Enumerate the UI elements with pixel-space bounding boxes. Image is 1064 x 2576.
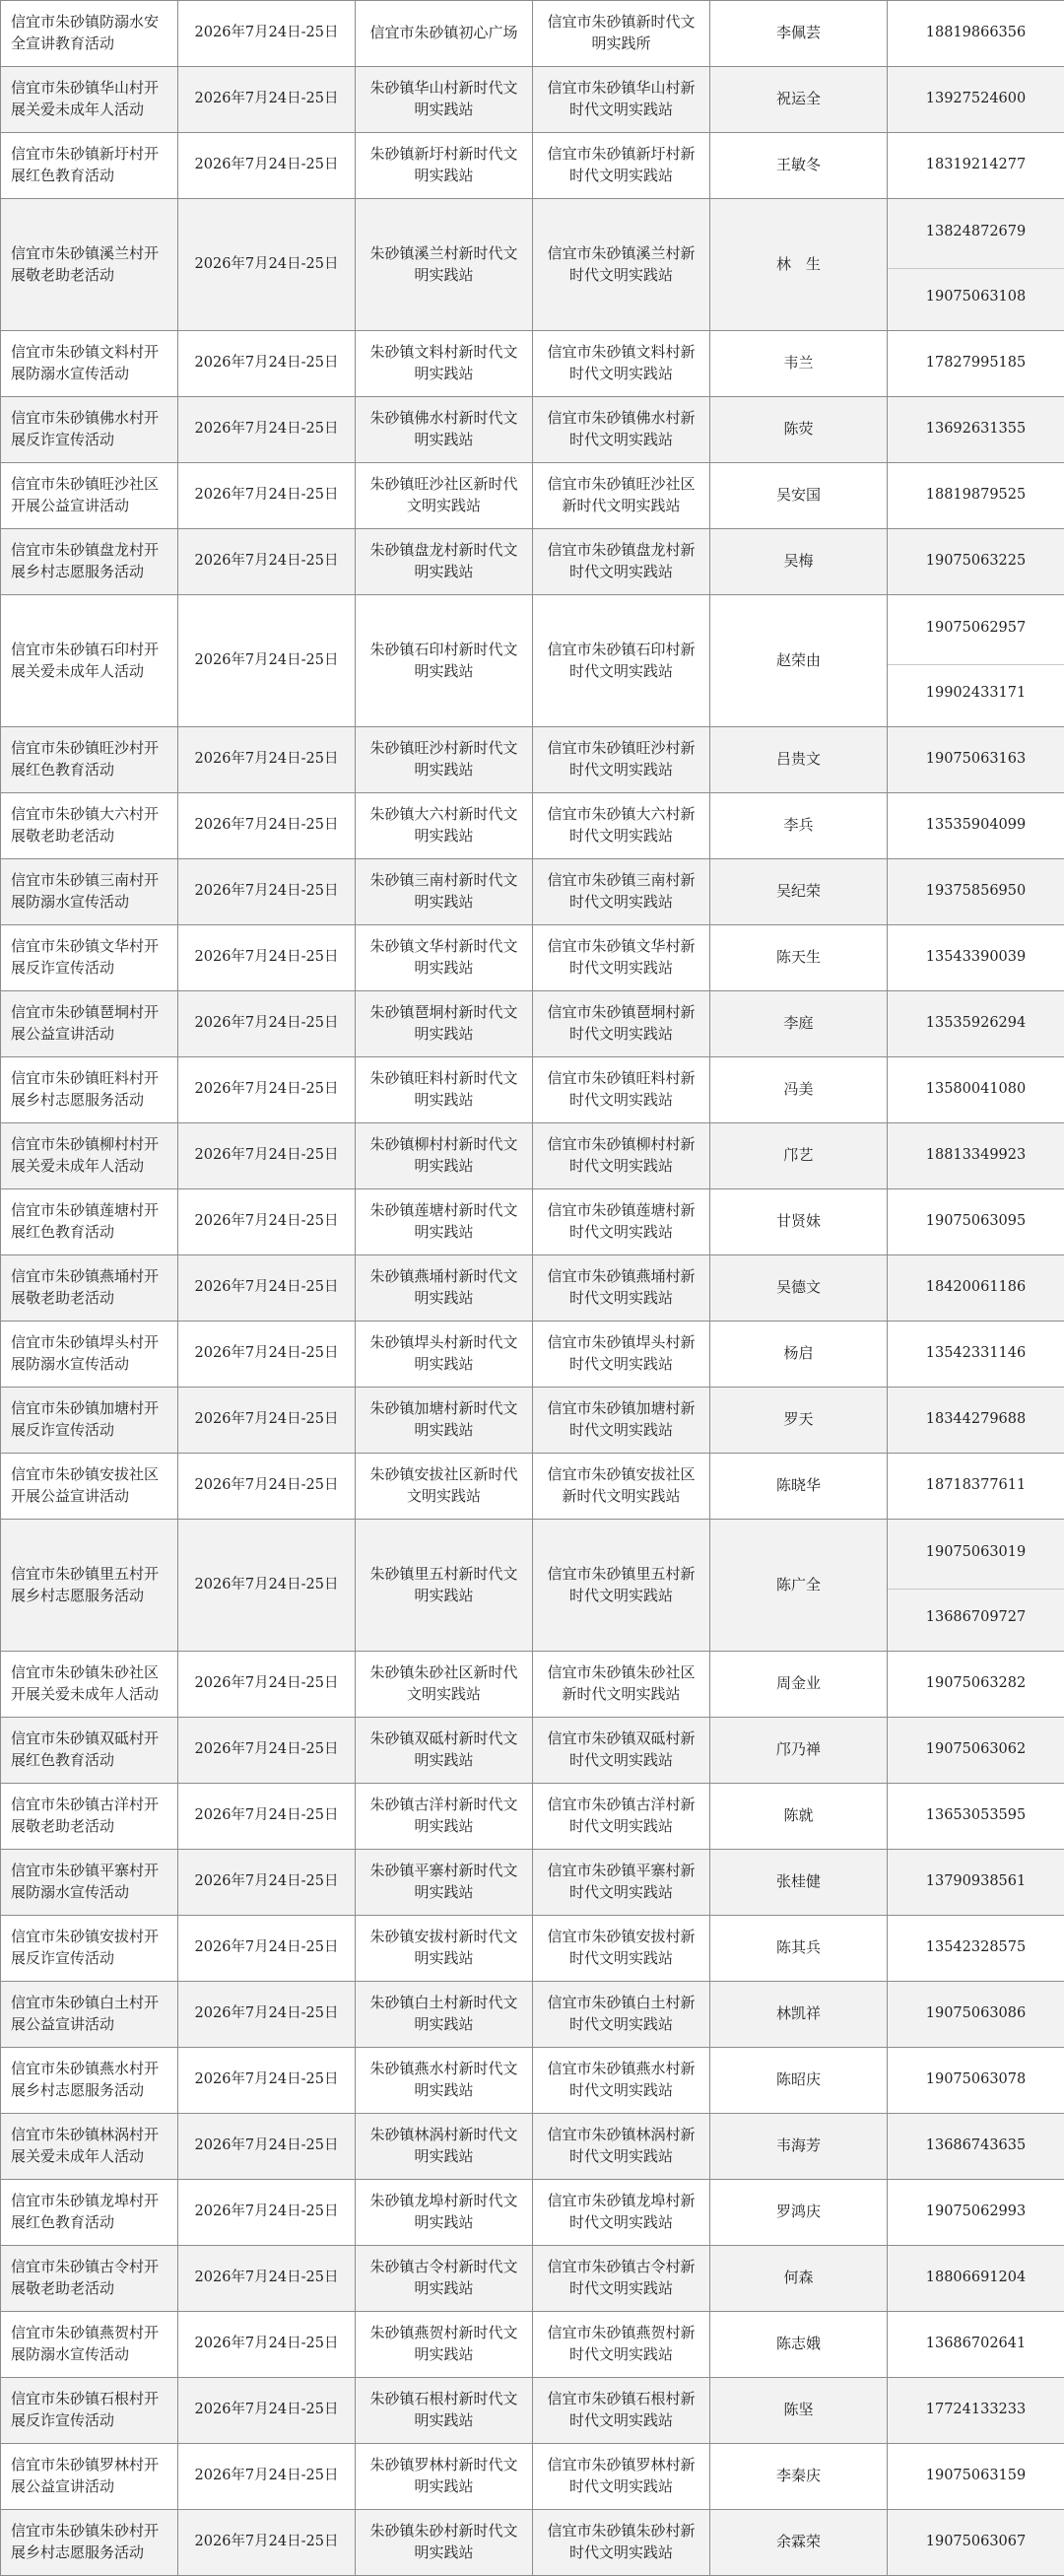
contact-cell: 罗鸿庆 (710, 2180, 888, 2246)
table-row (1, 199, 1064, 331)
unit-cell: 信宜市朱砂镇莲塘村新时代文明实践站 (533, 1189, 710, 1255)
organizer-cell: 信宜市朱砂镇白土村开展公益宣讲活动 (1, 1982, 178, 2048)
table-row (1, 925, 1064, 991)
table-row (1, 1520, 1064, 1652)
table-row (1, 331, 1064, 397)
date-cell: 2026年7月24日-25日 (178, 1718, 356, 1784)
date-cell: 2026年7月24日-25日 (178, 1784, 356, 1850)
contact-cell: 周金业 (710, 1652, 888, 1718)
location-cell: 朱砂镇文料村新时代文明实践站 (356, 331, 533, 397)
unit-cell: 信宜市朱砂镇燕埇村新时代文明实践站 (533, 1255, 710, 1322)
phone-number: 18319214277 (888, 155, 1064, 175)
unit-cell: 信宜市朱砂镇白土村新时代文明实践站 (533, 1982, 710, 2048)
contact-cell: 李佩芸 (710, 1, 888, 67)
contact-cell: 韦海芳 (710, 2114, 888, 2180)
contact-cell: 李秦庆 (710, 2444, 888, 2510)
table-row (1, 1388, 1064, 1454)
location-cell: 信宜市朱砂镇初心广场 (356, 1, 533, 67)
phone-number: 18718377611 (888, 1475, 1064, 1496)
phone-cell (888, 1982, 1064, 2048)
phone-cell (888, 133, 1064, 199)
table-row (1, 1652, 1064, 1718)
date-cell: 2026年7月24日-25日 (178, 529, 356, 595)
contact-cell: 林凯祥 (710, 1982, 888, 2048)
date-cell: 2026年7月24日-25日 (178, 2378, 356, 2444)
phone-number: 19075063225 (888, 551, 1064, 572)
contact-cell: 邝艺 (710, 1123, 888, 1189)
location-cell: 朱砂镇新圩村新时代文明实践站 (356, 133, 533, 199)
location-cell: 朱砂镇石印村新时代文明实践站 (356, 595, 533, 727)
unit-cell: 信宜市朱砂镇新时代文明实践所 (533, 1, 710, 67)
unit-cell: 信宜市朱砂镇旺料村新时代文明实践站 (533, 1057, 710, 1123)
date-cell: 2026年7月24日-25日 (178, 1057, 356, 1123)
unit-cell: 信宜市朱砂镇古令村新时代文明实践站 (533, 2246, 710, 2312)
organizer-cell: 信宜市朱砂镇琶垌村开展公益宣讲活动 (1, 991, 178, 1057)
contact-cell: 李庭 (710, 991, 888, 1057)
contact-cell: 陈坚 (710, 2378, 888, 2444)
phone-number: 13927524600 (888, 89, 1064, 109)
unit-cell: 信宜市朱砂镇罗林村新时代文明实践站 (533, 2444, 710, 2510)
organizer-cell: 信宜市朱砂镇罗林村开展公益宣讲活动 (1, 2444, 178, 2510)
location-cell: 朱砂镇旺料村新时代文明实践站 (356, 1057, 533, 1123)
date-cell: 2026年7月24日-25日 (178, 2048, 356, 2114)
phone-cell (888, 793, 1064, 859)
contact-cell: 杨启 (710, 1322, 888, 1388)
date-cell: 2026年7月24日-25日 (178, 397, 356, 463)
table-row (1, 1, 1064, 67)
location-cell: 朱砂镇盘龙村新时代文明实践站 (356, 529, 533, 595)
phone-number: 19075062993 (888, 2202, 1064, 2222)
organizer-cell: 信宜市朱砂镇龙埠村开展红色教育活动 (1, 2180, 178, 2246)
contact-cell: 邝乃禅 (710, 1718, 888, 1784)
phone-number: 19075063067 (888, 2532, 1064, 2552)
date-cell: 2026年7月24日-25日 (178, 2444, 356, 2510)
table-row (1, 1850, 1064, 1916)
location-cell: 朱砂镇古洋村新时代文明实践站 (356, 1784, 533, 1850)
date-cell: 2026年7月24日-25日 (178, 1652, 356, 1718)
location-cell: 朱砂镇三南村新时代文明实践站 (356, 859, 533, 925)
phone-cell (888, 331, 1064, 397)
unit-cell: 信宜市朱砂镇燕贺村新时代文明实践站 (533, 2312, 710, 2378)
phone-number: 17724133233 (888, 2400, 1064, 2420)
organizer-cell: 信宜市朱砂镇盘龙村开展乡村志愿服务活动 (1, 529, 178, 595)
table-row (1, 1982, 1064, 2048)
organizer-cell: 信宜市朱砂镇朱砂村开展乡村志愿服务活动 (1, 2510, 178, 2576)
table-row (1, 1189, 1064, 1255)
organizer-cell: 信宜市朱砂镇防溺水安全宣讲教育活动 (1, 1, 178, 67)
organizer-cell: 信宜市朱砂镇平寨村开展防溺水宣传活动 (1, 1850, 178, 1916)
phone-cell (888, 2114, 1064, 2180)
date-cell: 2026年7月24日-25日 (178, 67, 356, 133)
date-cell: 2026年7月24日-25日 (178, 1850, 356, 1916)
location-cell: 朱砂镇朱砂社区新时代文明实践站 (356, 1652, 533, 1718)
contact-cell: 祝运全 (710, 67, 888, 133)
organizer-cell: 信宜市朱砂镇旺料村开展乡村志愿服务活动 (1, 1057, 178, 1123)
contact-cell: 吴梅 (710, 529, 888, 595)
organizer-cell: 信宜市朱砂镇燕贺村开展防溺水宣传活动 (1, 2312, 178, 2378)
phone-number: 19075063108 (888, 268, 1064, 325)
phone-number: 19075063282 (888, 1673, 1064, 1694)
organizer-cell: 信宜市朱砂镇燕埇村开展敬老助老活动 (1, 1255, 178, 1322)
phone-cell (888, 1057, 1064, 1123)
contact-cell: 陈其兵 (710, 1916, 888, 1982)
unit-cell: 信宜市朱砂镇华山村新时代文明实践站 (533, 67, 710, 133)
phone-cell (888, 1784, 1064, 1850)
table-row (1, 67, 1064, 133)
table-row (1, 1784, 1064, 1850)
table-row (1, 859, 1064, 925)
phone-cell (888, 1, 1064, 67)
organizer-cell: 信宜市朱砂镇安拔社区开展公益宣讲活动 (1, 1454, 178, 1520)
unit-cell: 信宜市朱砂镇石印村新时代文明实践站 (533, 595, 710, 727)
contact-cell: 吴德文 (710, 1255, 888, 1322)
phone-number: 13686709727 (888, 1589, 1064, 1646)
location-cell: 朱砂镇白土村新时代文明实践站 (356, 1982, 533, 2048)
phone-cell (888, 1123, 1064, 1189)
date-cell: 2026年7月24日-25日 (178, 2510, 356, 2576)
table-row (1, 133, 1064, 199)
location-cell: 朱砂镇文华村新时代文明实践站 (356, 925, 533, 991)
unit-cell: 信宜市朱砂镇柳村村新时代文明实践站 (533, 1123, 710, 1189)
date-cell: 2026年7月24日-25日 (178, 859, 356, 925)
phone-number: 18819879525 (888, 485, 1064, 506)
contact-cell: 吴纪荣 (710, 859, 888, 925)
table-row (1, 1454, 1064, 1520)
phone-number: 19902433171 (888, 664, 1064, 721)
contact-cell: 陈昭庆 (710, 2048, 888, 2114)
table-row (1, 529, 1064, 595)
phone-number: 13542331146 (888, 1343, 1064, 1364)
phone-cell (888, 2048, 1064, 2114)
phone-cell (888, 397, 1064, 463)
unit-cell: 信宜市朱砂镇安拔社区新时代文明实践站 (533, 1454, 710, 1520)
unit-cell: 信宜市朱砂镇古洋村新时代文明实践站 (533, 1784, 710, 1850)
table-row (1, 1322, 1064, 1388)
organizer-cell: 信宜市朱砂镇文料村开展防溺水宣传活动 (1, 331, 178, 397)
unit-cell: 信宜市朱砂镇安拔村新时代文明实践站 (533, 1916, 710, 1982)
organizer-cell: 信宜市朱砂镇莲塘村开展红色教育活动 (1, 1189, 178, 1255)
date-cell: 2026年7月24日-25日 (178, 463, 356, 529)
organizer-cell: 信宜市朱砂镇加塘村开展反诈宣传活动 (1, 1388, 178, 1454)
phone-cell (888, 463, 1064, 529)
contact-cell: 赵荣由 (710, 595, 888, 727)
contact-cell: 余霖荣 (710, 2510, 888, 2576)
contact-cell: 陈志娥 (710, 2312, 888, 2378)
phone-cell (888, 595, 1064, 727)
location-cell: 朱砂镇溪兰村新时代文明实践站 (356, 199, 533, 331)
organizer-cell: 信宜市朱砂镇双砥村开展红色教育活动 (1, 1718, 178, 1784)
date-cell: 2026年7月24日-25日 (178, 1520, 356, 1652)
organizer-cell: 信宜市朱砂镇安拔村开展反诈宣传活动 (1, 1916, 178, 1982)
phone-cell (888, 991, 1064, 1057)
phone-number: 17827995185 (888, 353, 1064, 373)
location-cell: 朱砂镇华山村新时代文明实践站 (356, 67, 533, 133)
phone-cell (888, 1652, 1064, 1718)
contact-cell: 吴安国 (710, 463, 888, 529)
table-row (1, 397, 1064, 463)
date-cell: 2026年7月24日-25日 (178, 1123, 356, 1189)
unit-cell: 信宜市朱砂镇林涡村新时代文明实践站 (533, 2114, 710, 2180)
date-cell: 2026年7月24日-25日 (178, 1322, 356, 1388)
location-cell: 朱砂镇石根村新时代文明实践站 (356, 2378, 533, 2444)
organizer-cell: 信宜市朱砂镇古洋村开展敬老助老活动 (1, 1784, 178, 1850)
location-cell: 朱砂镇林涡村新时代文明实践站 (356, 2114, 533, 2180)
date-cell: 2026年7月24日-25日 (178, 133, 356, 199)
location-cell: 朱砂镇朱砂村新时代文明实践站 (356, 2510, 533, 2576)
unit-cell: 信宜市朱砂镇佛水村新时代文明实践站 (533, 397, 710, 463)
unit-cell: 信宜市朱砂镇里五村新时代文明实践站 (533, 1520, 710, 1652)
contact-cell: 甘贤妹 (710, 1189, 888, 1255)
phone-number: 19075063078 (888, 2069, 1064, 2090)
organizer-cell: 信宜市朱砂镇新圩村开展红色教育活动 (1, 133, 178, 199)
phone-number: 18813349923 (888, 1145, 1064, 1166)
organizer-cell: 信宜市朱砂镇垾头村开展防溺水宣传活动 (1, 1322, 178, 1388)
phone-number: 13580041080 (888, 1079, 1064, 1100)
location-cell: 朱砂镇龙埠村新时代文明实践站 (356, 2180, 533, 2246)
date-cell: 2026年7月24日-25日 (178, 793, 356, 859)
date-cell: 2026年7月24日-25日 (178, 2180, 356, 2246)
location-cell: 朱砂镇罗林村新时代文明实践站 (356, 2444, 533, 2510)
phone-cell (888, 1255, 1064, 1322)
table-row (1, 1718, 1064, 1784)
date-cell: 2026年7月24日-25日 (178, 2312, 356, 2378)
contact-cell: 陈晓华 (710, 1454, 888, 1520)
date-cell: 2026年7月24日-25日 (178, 595, 356, 727)
phone-number: 13653053595 (888, 1805, 1064, 1826)
location-cell: 朱砂镇柳村村新时代文明实践站 (356, 1123, 533, 1189)
unit-cell: 信宜市朱砂镇三南村新时代文明实践站 (533, 859, 710, 925)
table-row (1, 1123, 1064, 1189)
phone-cell (888, 1520, 1064, 1652)
contact-cell: 李兵 (710, 793, 888, 859)
table-row (1, 991, 1064, 1057)
location-cell: 朱砂镇双砥村新时代文明实践站 (356, 1718, 533, 1784)
contact-cell: 王敏冬 (710, 133, 888, 199)
unit-cell: 信宜市朱砂镇旺沙社区新时代文明实践站 (533, 463, 710, 529)
location-cell: 朱砂镇大六村新时代文明实践站 (356, 793, 533, 859)
location-cell: 朱砂镇古令村新时代文明实践站 (356, 2246, 533, 2312)
phone-number: 13790938561 (888, 1871, 1064, 1892)
unit-cell: 信宜市朱砂镇龙埠村新时代文明实践站 (533, 2180, 710, 2246)
table-row (1, 2246, 1064, 2312)
table-row (1, 1057, 1064, 1123)
contact-cell: 陈就 (710, 1784, 888, 1850)
contact-cell: 陈天生 (710, 925, 888, 991)
phone-number: 19075063019 (888, 1525, 1064, 1581)
organizer-cell: 信宜市朱砂镇柳村村开展关爱未成年人活动 (1, 1123, 178, 1189)
table-row (1, 595, 1064, 727)
table-row (1, 2510, 1064, 2576)
table-row (1, 2444, 1064, 2510)
unit-cell: 信宜市朱砂镇平寨村新时代文明实践站 (533, 1850, 710, 1916)
table-row (1, 2312, 1064, 2378)
organizer-cell: 信宜市朱砂镇旺沙村开展红色教育活动 (1, 727, 178, 793)
phone-cell (888, 727, 1064, 793)
location-cell: 朱砂镇莲塘村新时代文明实践站 (356, 1189, 533, 1255)
unit-cell: 信宜市朱砂镇文华村新时代文明实践站 (533, 925, 710, 991)
phone-cell (888, 2444, 1064, 2510)
organizer-cell: 信宜市朱砂镇文华村开展反诈宣传活动 (1, 925, 178, 991)
date-cell: 2026年7月24日-25日 (178, 1388, 356, 1454)
organizer-cell: 信宜市朱砂镇朱砂社区开展关爱未成年人活动 (1, 1652, 178, 1718)
unit-cell: 信宜市朱砂镇双砥村新时代文明实践站 (533, 1718, 710, 1784)
date-cell: 2026年7月24日-25日 (178, 1982, 356, 2048)
phone-cell (888, 2246, 1064, 2312)
contact-cell: 何森 (710, 2246, 888, 2312)
phone-number: 13686702641 (888, 2334, 1064, 2354)
organizer-cell: 信宜市朱砂镇古令村开展敬老助老活动 (1, 2246, 178, 2312)
contact-cell: 吕贵文 (710, 727, 888, 793)
phone-number: 13535926294 (888, 1013, 1064, 1034)
unit-cell: 信宜市朱砂镇朱砂村新时代文明实践站 (533, 2510, 710, 2576)
contact-cell: 韦兰 (710, 331, 888, 397)
phone-number: 13686743635 (888, 2135, 1064, 2156)
unit-cell: 信宜市朱砂镇燕水村新时代文明实践站 (533, 2048, 710, 2114)
phone-number: 19375856950 (888, 881, 1064, 902)
contact-cell: 张桂健 (710, 1850, 888, 1916)
phone-number: 19075063163 (888, 749, 1064, 770)
organizer-cell: 信宜市朱砂镇燕水村开展乡村志愿服务活动 (1, 2048, 178, 2114)
organizer-cell: 信宜市朱砂镇里五村开展乡村志愿服务活动 (1, 1520, 178, 1652)
location-cell: 朱砂镇旺沙社区新时代文明实践站 (356, 463, 533, 529)
table-row (1, 2180, 1064, 2246)
contact-cell: 陈荧 (710, 397, 888, 463)
phone-cell (888, 925, 1064, 991)
unit-cell: 信宜市朱砂镇朱砂社区新时代文明实践站 (533, 1652, 710, 1718)
phone-cell (888, 1388, 1064, 1454)
location-cell: 朱砂镇安拔社区新时代文明实践站 (356, 1454, 533, 1520)
date-cell: 2026年7月24日-25日 (178, 1189, 356, 1255)
phone-cell (888, 529, 1064, 595)
phone-number: 18344279688 (888, 1409, 1064, 1430)
location-cell: 朱砂镇里五村新时代文明实践站 (356, 1520, 533, 1652)
date-cell: 2026年7月24日-25日 (178, 1, 356, 67)
phone-cell (888, 1322, 1064, 1388)
unit-cell: 信宜市朱砂镇旺沙村新时代文明实践站 (533, 727, 710, 793)
phone-cell (888, 1454, 1064, 1520)
date-cell: 2026年7月24日-25日 (178, 991, 356, 1057)
unit-cell: 信宜市朱砂镇大六村新时代文明实践站 (533, 793, 710, 859)
table-row (1, 727, 1064, 793)
date-cell: 2026年7月24日-25日 (178, 925, 356, 991)
phone-number: 13543390039 (888, 947, 1064, 968)
phone-number: 13824872679 (888, 204, 1064, 260)
table-row (1, 463, 1064, 529)
phone-cell (888, 2510, 1064, 2576)
location-cell: 朱砂镇佛水村新时代文明实践站 (356, 397, 533, 463)
phone-number: 13692631355 (888, 419, 1064, 440)
phone-cell (888, 2312, 1064, 2378)
phone-cell (888, 1189, 1064, 1255)
phone-number: 19075063159 (888, 2466, 1064, 2486)
phone-cell (888, 2180, 1064, 2246)
phone-cell (888, 1850, 1064, 1916)
organizer-cell: 信宜市朱砂镇溪兰村开展敬老助老活动 (1, 199, 178, 331)
location-cell: 朱砂镇旺沙村新时代文明实践站 (356, 727, 533, 793)
date-cell: 2026年7月24日-25日 (178, 727, 356, 793)
unit-cell: 信宜市朱砂镇琶垌村新时代文明实践站 (533, 991, 710, 1057)
date-cell: 2026年7月24日-25日 (178, 2114, 356, 2180)
unit-cell: 信宜市朱砂镇加塘村新时代文明实践站 (533, 1388, 710, 1454)
phone-number: 18806691204 (888, 2268, 1064, 2288)
location-cell: 朱砂镇燕贺村新时代文明实践站 (356, 2312, 533, 2378)
date-cell: 2026年7月24日-25日 (178, 331, 356, 397)
location-cell: 朱砂镇燕埇村新时代文明实践站 (356, 1255, 533, 1322)
phone-number: 18819866356 (888, 23, 1064, 43)
phone-number: 18420061186 (888, 1277, 1064, 1298)
organizer-cell: 信宜市朱砂镇三南村开展防溺水宣传活动 (1, 859, 178, 925)
date-cell: 2026年7月24日-25日 (178, 199, 356, 331)
phone-cell (888, 2378, 1064, 2444)
date-cell: 2026年7月24日-25日 (178, 1916, 356, 1982)
phone-number: 19075063062 (888, 1739, 1064, 1760)
contact-cell: 林 生 (710, 199, 888, 331)
location-cell: 朱砂镇安拔村新时代文明实践站 (356, 1916, 533, 1982)
phone-cell (888, 1916, 1064, 1982)
table-row (1, 1916, 1064, 1982)
date-cell: 2026年7月24日-25日 (178, 1454, 356, 1520)
date-cell: 2026年7月24日-25日 (178, 2246, 356, 2312)
date-cell: 2026年7月24日-25日 (178, 1255, 356, 1322)
unit-cell: 信宜市朱砂镇盘龙村新时代文明实践站 (533, 529, 710, 595)
contact-cell: 陈广全 (710, 1520, 888, 1652)
table-row (1, 1255, 1064, 1322)
activity-table-body (1, 1, 1064, 2576)
table-row (1, 2378, 1064, 2444)
organizer-cell: 信宜市朱砂镇石印村开展关爱未成年人活动 (1, 595, 178, 727)
phone-number: 19075063095 (888, 1211, 1064, 1232)
phone-cell (888, 67, 1064, 133)
organizer-cell: 信宜市朱砂镇佛水村开展反诈宣传活动 (1, 397, 178, 463)
table-row (1, 793, 1064, 859)
organizer-cell: 信宜市朱砂镇旺沙社区开展公益宣讲活动 (1, 463, 178, 529)
table-row (1, 2114, 1064, 2180)
contact-cell: 罗天 (710, 1388, 888, 1454)
phone-cell (888, 859, 1064, 925)
phone-cell (888, 1718, 1064, 1784)
phone-number: 19075062957 (888, 600, 1064, 656)
location-cell: 朱砂镇平寨村新时代文明实践站 (356, 1850, 533, 1916)
organizer-cell: 信宜市朱砂镇华山村开展关爱未成年人活动 (1, 67, 178, 133)
table-row (1, 2048, 1064, 2114)
location-cell: 朱砂镇加塘村新时代文明实践站 (356, 1388, 533, 1454)
contact-cell: 冯美 (710, 1057, 888, 1123)
location-cell: 朱砂镇燕水村新时代文明实践站 (356, 2048, 533, 2114)
phone-number: 13542328575 (888, 1937, 1064, 1958)
unit-cell: 信宜市朱砂镇新圩村新时代文明实践站 (533, 133, 710, 199)
unit-cell: 信宜市朱砂镇文料村新时代文明实践站 (533, 331, 710, 397)
phone-cell (888, 199, 1064, 331)
phone-number: 13535904099 (888, 815, 1064, 836)
location-cell: 朱砂镇垾头村新时代文明实践站 (356, 1322, 533, 1388)
organizer-cell: 信宜市朱砂镇林涡村开展关爱未成年人活动 (1, 2114, 178, 2180)
unit-cell: 信宜市朱砂镇石根村新时代文明实践站 (533, 2378, 710, 2444)
organizer-cell: 信宜市朱砂镇大六村开展敬老助老活动 (1, 793, 178, 859)
unit-cell: 信宜市朱砂镇溪兰村新时代文明实践站 (533, 199, 710, 331)
organizer-cell: 信宜市朱砂镇石根村开展反诈宣传活动 (1, 2378, 178, 2444)
phone-number: 19075063086 (888, 2003, 1064, 2024)
location-cell: 朱砂镇琶垌村新时代文明实践站 (356, 991, 533, 1057)
unit-cell: 信宜市朱砂镇垾头村新时代文明实践站 (533, 1322, 710, 1388)
